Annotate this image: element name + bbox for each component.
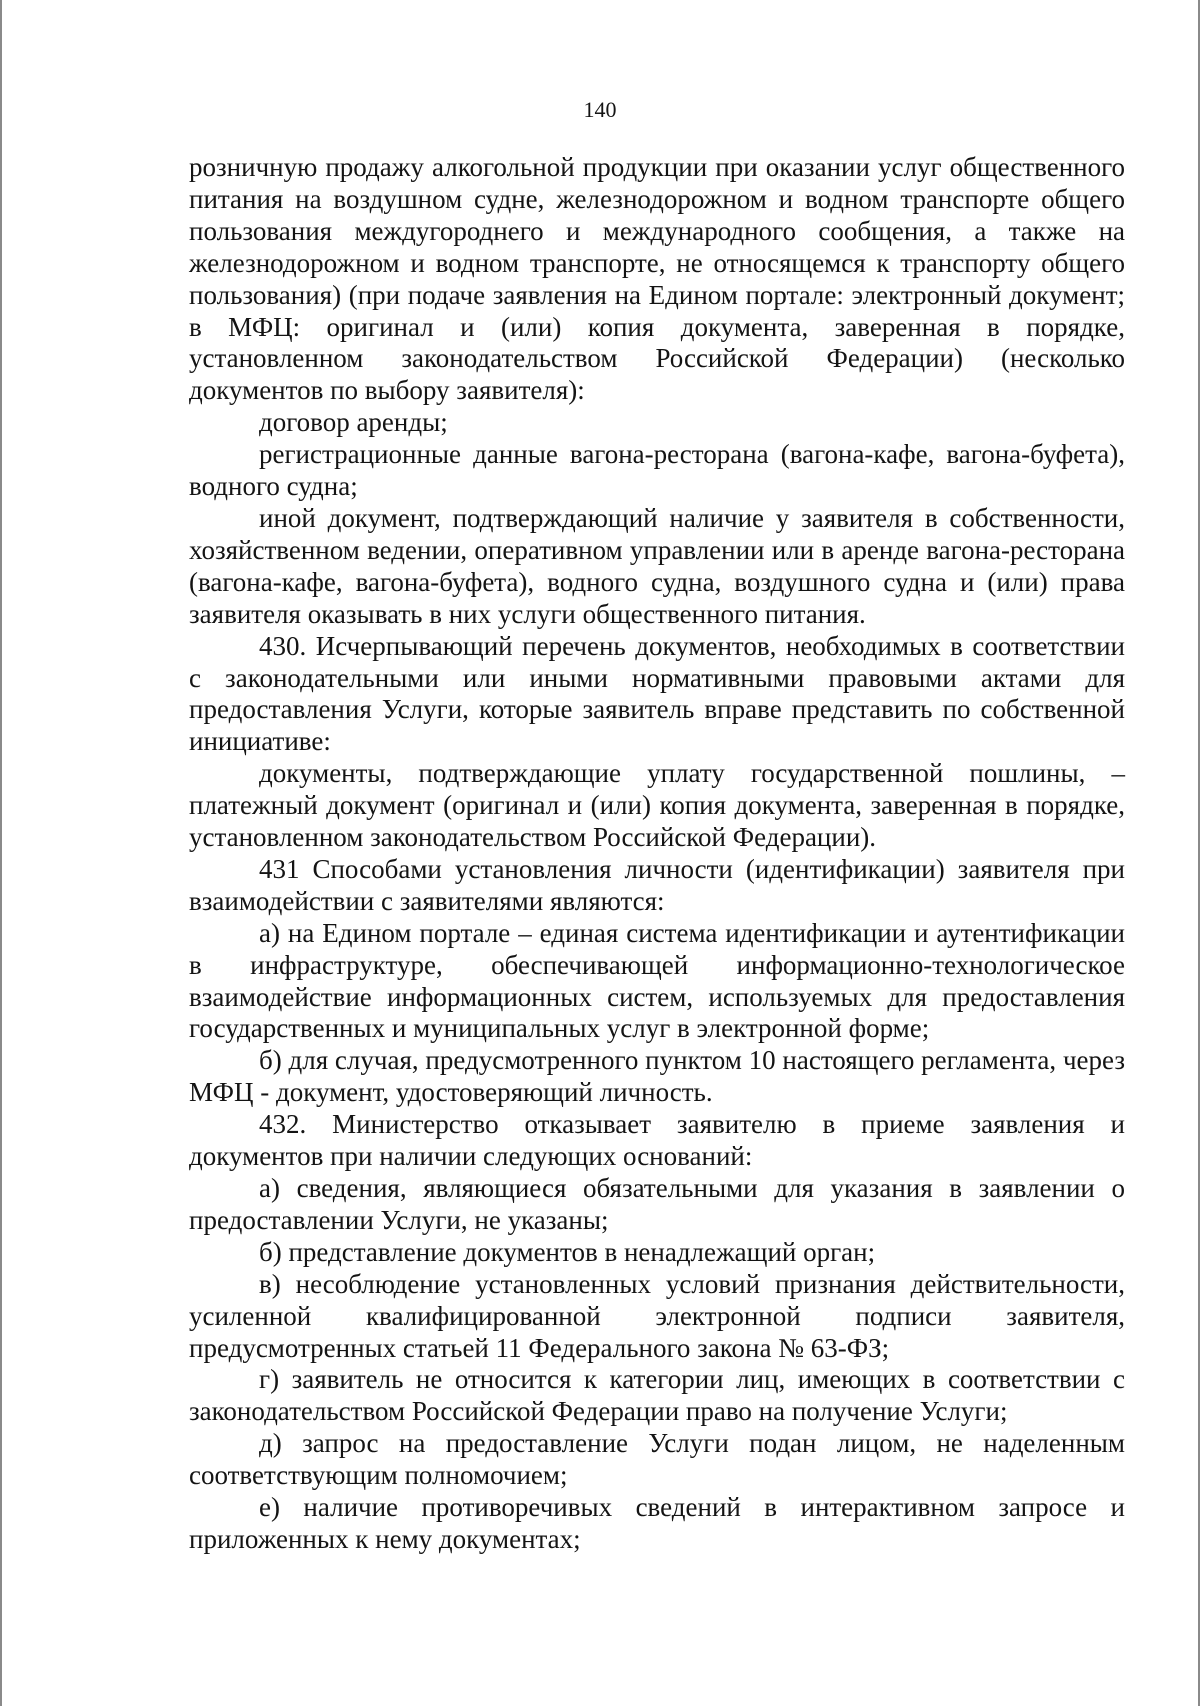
paragraph: иной документ, подтверждающий наличие у заявителя в собственности, хозяйственном ведении, оперативном управлении или в аренде вагона-ресторана (вагона-кафе, вагона-буфета), водного судна, воздушного судна и (или) права заявителя оказывать в них услуги общественного питания.	[189, 502, 1125, 629]
paragraph: а) на Едином портале – единая система идентификации и аутентификации в инфраструктуре, обеспечивающей информационно-технологическое взаимодействие информационных систем, используемых для предоставления государственных и муниципальных услуг в электронной форме;	[189, 917, 1125, 1044]
paragraph: б) для случая, предусмотренного пунктом 10 настоящего регламента, через МФЦ - документ, удостоверяющий личность.	[189, 1045, 1125, 1108]
document-body	[189, 152, 1125, 1556]
scan-edge-left	[0, 0, 2, 1706]
paragraph: договор аренды;	[259, 407, 448, 438]
paragraph: документы, подтверждающие уплату государственной пошлины, – платежный документ (оригинал и (или) копия документа, заверенная в порядке, установленном законодательством Российской Федерации).	[189, 758, 1125, 853]
paragraph: в) несоблюдение установленных условий признания действительности, усиленной квалифицированной электронной подписи заявителя, предусмотренных статьей 11 Федерального закона № 63-ФЗ;	[189, 1268, 1125, 1363]
paragraph: б) представление документов в ненадлежащий орган;	[259, 1236, 876, 1267]
paragraph: г) заявитель не относится к категории лиц, имеющих в соответствии с законодательством Российской Федерации право на получение Услуги;	[189, 1364, 1125, 1427]
paragraph: 432. Министерство отказывает заявителю в приеме заявления и документов при наличии следующих оснований:	[189, 1109, 1125, 1172]
paragraph: е) наличие противоречивых сведений в интерактивном запросе и приложенных к нему документах;	[189, 1492, 1125, 1554]
page-number: 140	[583, 97, 617, 122]
paragraph: 430. Исчерпывающий перечень документов, необходимых в соответствии с законодательными или иными нормативными правовыми актами для предоставления Услуги, которые заявитель вправе представить по собственной инициативе:	[189, 630, 1125, 757]
paragraph: д) запрос на предоставление Услуги подан лицом, не наделенным соответствующим полномочием;	[189, 1428, 1125, 1491]
paragraph: розничную продажу алкогольной продукции при оказании услуг общественного питания на воздушном судне, железнодорожном и водном транспорте общего пользования междугороднего и международного сообщения, а также на железнодорожном и водном транспорте, не относящемся к транспорту общего пользования) (при подаче заявления на Едином портале: электронный документ; в МФЦ: оригинал и (или) копия документа, заверенная в порядке, установленном законодательством Российской Федерации) (несколько документов по выбору заявителя):	[189, 152, 1125, 406]
paragraph: 431 Способами установления личности (идентификации) заявителя при взаимодействии с заявителями являются:	[189, 853, 1125, 916]
paragraph: регистрационные данные вагона-ресторана (вагона-кафе, вагона-буфета), водного судна;	[189, 439, 1125, 502]
paragraph: а) сведения, являющиеся обязательными для указания в заявлении о предоставлении Услуги, не указаны;	[189, 1173, 1125, 1235]
